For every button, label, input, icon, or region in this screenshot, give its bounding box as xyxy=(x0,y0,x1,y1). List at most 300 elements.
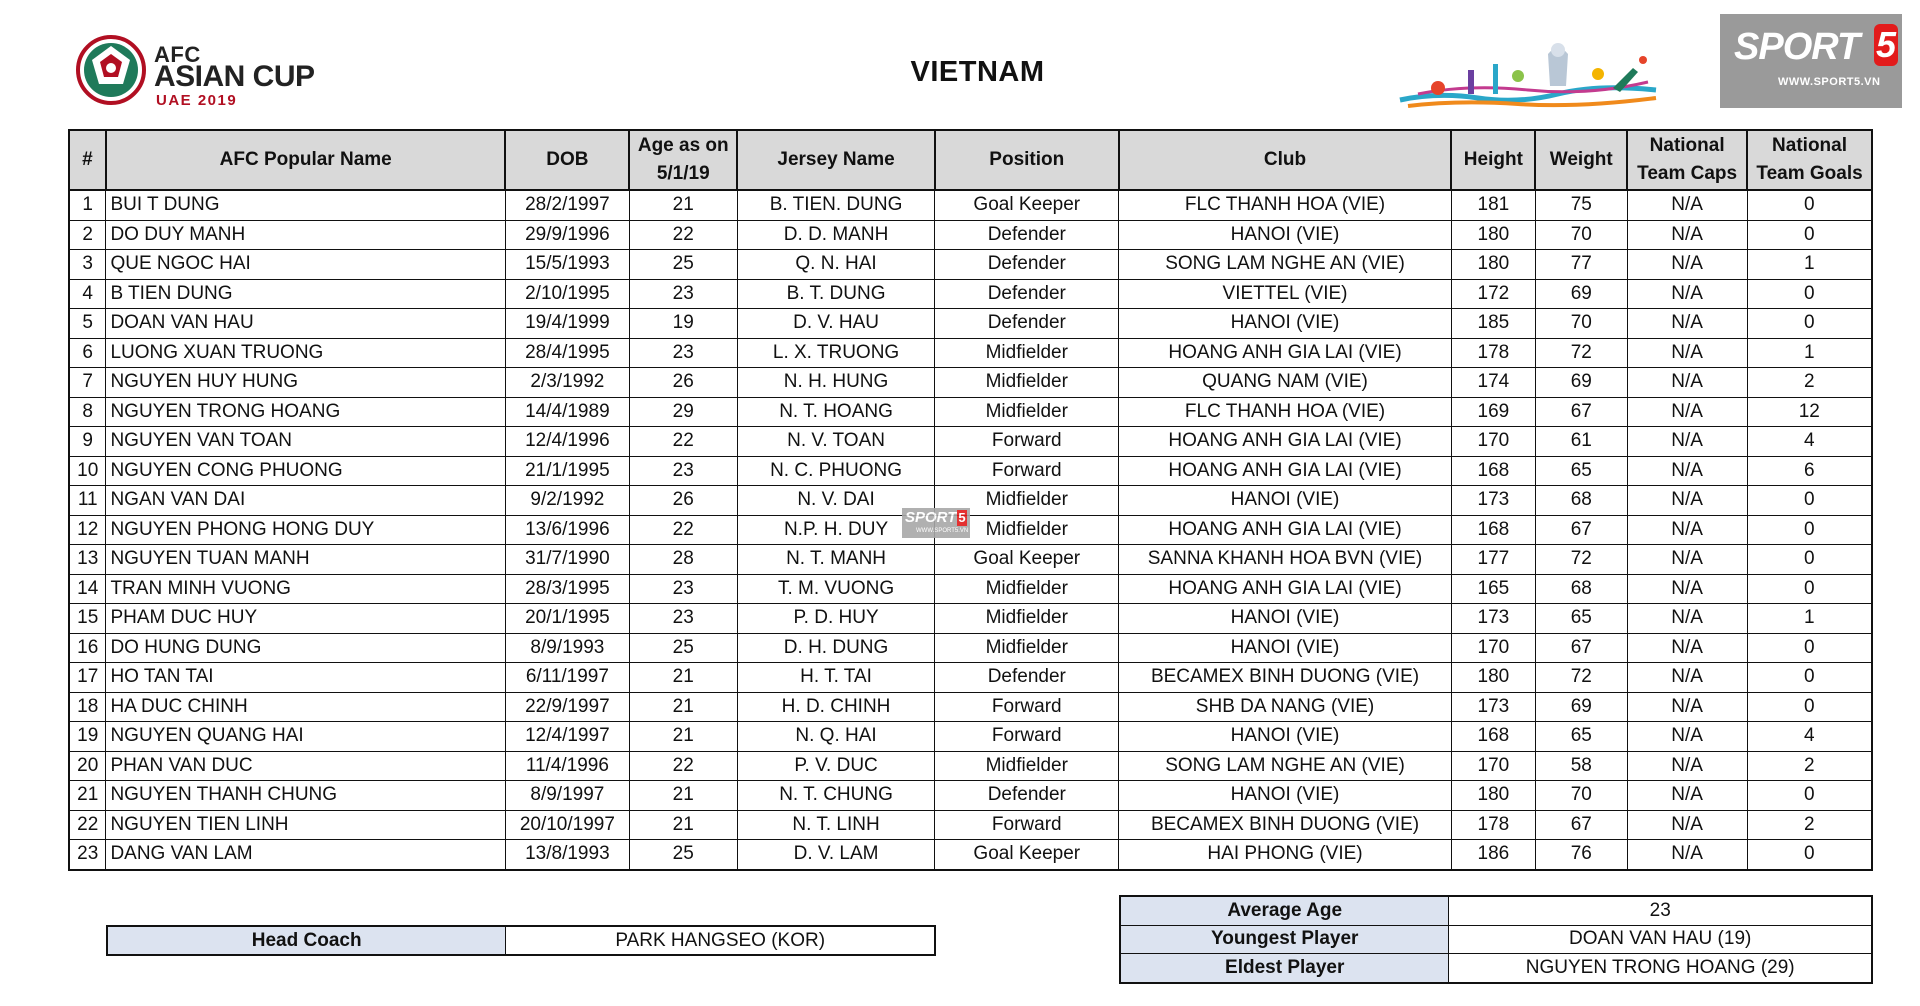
cell-jersey: N.P. H. DUY xyxy=(737,515,935,545)
col-header-caps: National Team Caps xyxy=(1627,130,1747,190)
cell-jersey: D. D. MANH xyxy=(737,220,935,250)
cell-number: 9 xyxy=(69,427,106,457)
cell-age: 22 xyxy=(629,220,737,250)
cell-dob: 28/4/1995 xyxy=(505,338,629,368)
cell-jersey: D. H. DUNG xyxy=(737,633,935,663)
cell-weight: 68 xyxy=(1535,574,1627,604)
cell-jersey: N. C. PHUONG xyxy=(737,456,935,486)
table-row xyxy=(69,338,1872,368)
table-row xyxy=(69,574,1872,604)
decorative-banner-icon xyxy=(1398,36,1658,116)
cell-goals: 0 xyxy=(1747,309,1872,339)
cell-jersey: B. T. DUNG xyxy=(737,279,935,309)
cell-age: 21 xyxy=(629,663,737,693)
head-coach-value: PARK HANGSEO (KOR) xyxy=(506,926,935,955)
cell-goals: 6 xyxy=(1747,456,1872,486)
cell-weight: 67 xyxy=(1535,397,1627,427)
cell-age: 26 xyxy=(629,368,737,398)
cell-number: 1 xyxy=(69,190,106,220)
cell-dob: 29/9/1996 xyxy=(505,220,629,250)
cell-name: LUONG XUAN TRUONG xyxy=(106,338,506,368)
cell-number: 23 xyxy=(69,840,106,870)
table-row xyxy=(69,486,1872,516)
cell-position: Midfielder xyxy=(935,338,1119,368)
cell-position: Midfielder xyxy=(935,633,1119,663)
cell-height: 180 xyxy=(1451,250,1535,280)
cell-caps: N/A xyxy=(1627,515,1747,545)
cell-number: 19 xyxy=(69,722,106,752)
stat-value: NGUYEN TRONG HOANG (29) xyxy=(1449,954,1872,983)
cell-position: Forward xyxy=(935,427,1119,457)
cell-club: SONG LAM NGHE AN (VIE) xyxy=(1119,751,1452,781)
cell-position: Defender xyxy=(935,663,1119,693)
col-header-number: # xyxy=(69,130,106,190)
cell-position: Defender xyxy=(935,781,1119,811)
cell-dob: 31/7/1990 xyxy=(505,545,629,575)
cell-jersey: N. V. DAI xyxy=(737,486,935,516)
cell-dob: 13/6/1996 xyxy=(505,515,629,545)
cell-weight: 68 xyxy=(1535,486,1627,516)
cell-number: 13 xyxy=(69,545,106,575)
cell-jersey: P. V. DUC xyxy=(737,751,935,781)
cell-height: 173 xyxy=(1451,486,1535,516)
cell-caps: N/A xyxy=(1627,722,1747,752)
cell-caps: N/A xyxy=(1627,397,1747,427)
cell-name: NGUYEN THANH CHUNG xyxy=(106,781,506,811)
cell-age: 19 xyxy=(629,309,737,339)
cell-caps: N/A xyxy=(1627,279,1747,309)
stat-value: DOAN VAN HAU (19) xyxy=(1449,925,1872,954)
cell-weight: 70 xyxy=(1535,309,1627,339)
cell-height: 173 xyxy=(1451,604,1535,634)
cell-name: HO TAN TAI xyxy=(106,663,506,693)
cell-dob: 8/9/1993 xyxy=(505,633,629,663)
cell-goals: 0 xyxy=(1747,781,1872,811)
cell-club: SHB DA NANG (VIE) xyxy=(1119,692,1452,722)
cell-goals: 0 xyxy=(1747,486,1872,516)
cell-goals: 1 xyxy=(1747,338,1872,368)
cell-jersey: H. D. CHINH xyxy=(737,692,935,722)
table-row xyxy=(69,810,1872,840)
cell-age: 23 xyxy=(629,279,737,309)
cell-name: NGUYEN PHONG HONG DUY xyxy=(106,515,506,545)
sport5-logo-text: SPORT xyxy=(1734,26,1860,68)
cell-number: 20 xyxy=(69,751,106,781)
cell-club: HANOI (VIE) xyxy=(1119,309,1452,339)
table-row xyxy=(69,220,1872,250)
cell-position: Midfielder xyxy=(935,751,1119,781)
cell-number: 7 xyxy=(69,368,106,398)
table-row xyxy=(69,397,1872,427)
cell-goals: 2 xyxy=(1747,751,1872,781)
cell-number: 17 xyxy=(69,663,106,693)
logo-text-uae-2019: UAE 2019 xyxy=(156,92,238,109)
cell-height: 177 xyxy=(1451,545,1535,575)
cell-goals: 0 xyxy=(1747,545,1872,575)
cell-age: 21 xyxy=(629,810,737,840)
col-header-age: Age as on 5/1/19 xyxy=(629,130,737,190)
cell-caps: N/A xyxy=(1627,427,1747,457)
cell-height: 181 xyxy=(1451,190,1535,220)
cell-name: PHAM DUC HUY xyxy=(106,604,506,634)
cell-club: HOANG ANH GIA LAI (VIE) xyxy=(1119,427,1452,457)
table-row xyxy=(69,692,1872,722)
cell-club: HANOI (VIE) xyxy=(1119,633,1452,663)
cell-jersey: P. D. HUY xyxy=(737,604,935,634)
cell-goals: 1 xyxy=(1747,604,1872,634)
cell-caps: N/A xyxy=(1627,692,1747,722)
cell-position: Midfielder xyxy=(935,515,1119,545)
team-stats-table xyxy=(1119,895,1873,984)
table-row xyxy=(69,840,1872,870)
cell-jersey: N. T. HOANG xyxy=(737,397,935,427)
cell-weight: 77 xyxy=(1535,250,1627,280)
table-row xyxy=(69,427,1872,457)
table-row xyxy=(69,190,1872,220)
table-row xyxy=(69,633,1872,663)
cell-weight: 72 xyxy=(1535,663,1627,693)
sport5-logo-url: WWW.SPORT5.VN xyxy=(1778,76,1881,88)
cell-name: PHAN VAN DUC xyxy=(106,751,506,781)
cell-age: 23 xyxy=(629,574,737,604)
cell-position: Defender xyxy=(935,309,1119,339)
table-row xyxy=(69,604,1872,634)
cell-number: 18 xyxy=(69,692,106,722)
stat-value: 23 xyxy=(1449,896,1872,925)
sport5-logo xyxy=(1720,14,1902,108)
cell-club: HANOI (VIE) xyxy=(1119,781,1452,811)
cell-goals: 0 xyxy=(1747,692,1872,722)
cell-weight: 69 xyxy=(1535,368,1627,398)
cell-club: HAI PHONG (VIE) xyxy=(1119,840,1452,870)
cell-goals: 12 xyxy=(1747,397,1872,427)
cell-caps: N/A xyxy=(1627,574,1747,604)
cell-name: TRAN MINH VUONG xyxy=(106,574,506,604)
cell-weight: 67 xyxy=(1535,810,1627,840)
cell-club: HANOI (VIE) xyxy=(1119,604,1452,634)
cell-age: 21 xyxy=(629,781,737,811)
cell-club: BECAMEX BINH DUONG (VIE) xyxy=(1119,810,1452,840)
cell-position: Midfielder xyxy=(935,574,1119,604)
cell-number: 5 xyxy=(69,309,106,339)
cell-height: 185 xyxy=(1451,309,1535,339)
cell-jersey: N. V. TOAN xyxy=(737,427,935,457)
cell-name: NGUYEN TRONG HOANG xyxy=(106,397,506,427)
cell-weight: 61 xyxy=(1535,427,1627,457)
cell-club: FLC THANH HOA (VIE) xyxy=(1119,190,1452,220)
cell-height: 168 xyxy=(1451,515,1535,545)
table-row xyxy=(69,722,1872,752)
stat-label: Average Age xyxy=(1120,896,1449,925)
cell-jersey: Q. N. HAI xyxy=(737,250,935,280)
cell-weight: 70 xyxy=(1535,220,1627,250)
cell-height: 180 xyxy=(1451,220,1535,250)
cell-caps: N/A xyxy=(1627,781,1747,811)
cell-height: 170 xyxy=(1451,751,1535,781)
cell-club: BECAMEX BINH DUONG (VIE) xyxy=(1119,663,1452,693)
cell-weight: 67 xyxy=(1535,633,1627,663)
cell-dob: 9/2/1992 xyxy=(505,486,629,516)
cell-caps: N/A xyxy=(1627,456,1747,486)
cell-weight: 65 xyxy=(1535,722,1627,752)
cell-height: 174 xyxy=(1451,368,1535,398)
cell-goals: 4 xyxy=(1747,722,1872,752)
cell-dob: 11/4/1996 xyxy=(505,751,629,781)
cell-weight: 76 xyxy=(1535,840,1627,870)
cell-jersey: N. H. HUNG xyxy=(737,368,935,398)
cell-height: 180 xyxy=(1451,663,1535,693)
cell-age: 21 xyxy=(629,722,737,752)
cell-height: 170 xyxy=(1451,633,1535,663)
cell-dob: 14/4/1989 xyxy=(505,397,629,427)
cell-position: Midfielder xyxy=(935,604,1119,634)
sport5-watermark xyxy=(902,508,970,538)
cell-age: 21 xyxy=(629,692,737,722)
cell-name: NGUYEN TIEN LINH xyxy=(106,810,506,840)
sport5-logo-number: 5 xyxy=(1875,24,1897,65)
cell-weight: 69 xyxy=(1535,279,1627,309)
cell-age: 25 xyxy=(629,840,737,870)
cell-name: DO DUY MANH xyxy=(106,220,506,250)
cell-jersey: D. V. HAU xyxy=(737,309,935,339)
cell-height: 172 xyxy=(1451,279,1535,309)
stat-label: Eldest Player xyxy=(1120,954,1449,983)
cell-number: 6 xyxy=(69,338,106,368)
cell-number: 4 xyxy=(69,279,106,309)
roster-header-row xyxy=(69,130,1872,190)
cell-weight: 72 xyxy=(1535,545,1627,575)
cell-caps: N/A xyxy=(1627,368,1747,398)
table-row xyxy=(69,781,1872,811)
stat-row-average-age xyxy=(1120,896,1872,925)
cell-dob: 28/2/1997 xyxy=(505,190,629,220)
col-header-weight: Weight xyxy=(1535,130,1627,190)
stat-label: Youngest Player xyxy=(1120,925,1449,954)
cell-weight: 70 xyxy=(1535,781,1627,811)
cell-dob: 8/9/1997 xyxy=(505,781,629,811)
cell-caps: N/A xyxy=(1627,486,1747,516)
cell-position: Forward xyxy=(935,456,1119,486)
cell-age: 29 xyxy=(629,397,737,427)
cell-dob: 12/4/1996 xyxy=(505,427,629,457)
cell-goals: 0 xyxy=(1747,633,1872,663)
cell-weight: 58 xyxy=(1535,751,1627,781)
cell-jersey: B. TIEN. DUNG xyxy=(737,190,935,220)
col-header-name: AFC Popular Name xyxy=(106,130,506,190)
cell-position: Goal Keeper xyxy=(935,840,1119,870)
head-coach-table xyxy=(106,925,936,956)
cell-name: NGUYEN HUY HUNG xyxy=(106,368,506,398)
table-row xyxy=(69,309,1872,339)
cell-height: 180 xyxy=(1451,781,1535,811)
cell-position: Defender xyxy=(935,250,1119,280)
cell-dob: 19/4/1999 xyxy=(505,309,629,339)
cell-number: 12 xyxy=(69,515,106,545)
cell-age: 23 xyxy=(629,604,737,634)
page-header xyxy=(0,0,1920,125)
page-title: VIETNAM xyxy=(910,56,1045,88)
head-coach-row xyxy=(107,926,935,955)
cell-age: 26 xyxy=(629,486,737,516)
cell-club: HANOI (VIE) xyxy=(1119,220,1452,250)
cell-name: NGUYEN VAN TOAN xyxy=(106,427,506,457)
cell-club: HANOI (VIE) xyxy=(1119,486,1452,516)
cell-weight: 65 xyxy=(1535,604,1627,634)
cell-position: Forward xyxy=(935,692,1119,722)
col-header-height: Height xyxy=(1451,130,1535,190)
table-row xyxy=(69,279,1872,309)
cell-position: Defender xyxy=(935,220,1119,250)
cell-caps: N/A xyxy=(1627,250,1747,280)
cell-position: Goal Keeper xyxy=(935,190,1119,220)
stat-row-youngest xyxy=(1120,925,1872,954)
logo-text-asian-cup: ASIAN CUP xyxy=(154,60,315,93)
table-row xyxy=(69,545,1872,575)
cell-name: DO HUNG DUNG xyxy=(106,633,506,663)
cell-dob: 20/10/1997 xyxy=(505,810,629,840)
cell-position: Midfielder xyxy=(935,397,1119,427)
head-coach-label: Head Coach xyxy=(107,926,506,955)
cell-number: 14 xyxy=(69,574,106,604)
cell-club: HOANG ANH GIA LAI (VIE) xyxy=(1119,338,1452,368)
cell-weight: 75 xyxy=(1535,190,1627,220)
cell-age: 25 xyxy=(629,250,737,280)
cell-number: 16 xyxy=(69,633,106,663)
cell-club: SANNA KHANH HOA BVN (VIE) xyxy=(1119,545,1452,575)
watermark-text: SPORT xyxy=(905,509,957,526)
cell-jersey: N. Q. HAI xyxy=(737,722,935,752)
cell-age: 23 xyxy=(629,338,737,368)
cell-club: VIETTEL (VIE) xyxy=(1119,279,1452,309)
cell-dob: 6/11/1997 xyxy=(505,663,629,693)
roster-body xyxy=(69,190,1872,870)
watermark-number: 5 xyxy=(958,510,966,525)
cell-height: 168 xyxy=(1451,456,1535,486)
cell-caps: N/A xyxy=(1627,220,1747,250)
cell-name: NGAN VAN DAI xyxy=(106,486,506,516)
cell-height: 186 xyxy=(1451,840,1535,870)
cell-caps: N/A xyxy=(1627,810,1747,840)
cell-caps: N/A xyxy=(1627,545,1747,575)
cell-caps: N/A xyxy=(1627,309,1747,339)
cell-dob: 13/8/1993 xyxy=(505,840,629,870)
col-header-position: Position xyxy=(935,130,1119,190)
cell-age: 21 xyxy=(629,190,737,220)
cell-jersey: T. M. VUONG xyxy=(737,574,935,604)
table-row xyxy=(69,250,1872,280)
cell-position: Forward xyxy=(935,810,1119,840)
cell-height: 169 xyxy=(1451,397,1535,427)
cell-club: HOANG ANH GIA LAI (VIE) xyxy=(1119,574,1452,604)
cell-height: 178 xyxy=(1451,810,1535,840)
cell-goals: 0 xyxy=(1747,190,1872,220)
cell-height: 165 xyxy=(1451,574,1535,604)
logo-text-afc: AFC xyxy=(154,42,201,67)
cell-age: 22 xyxy=(629,515,737,545)
cell-jersey: D. V. LAM xyxy=(737,840,935,870)
cell-name: NGUYEN CONG PHUONG xyxy=(106,456,506,486)
cell-name: BUI T DUNG xyxy=(106,190,506,220)
cell-number: 3 xyxy=(69,250,106,280)
cell-dob: 28/3/1995 xyxy=(505,574,629,604)
cell-club: HOANG ANH GIA LAI (VIE) xyxy=(1119,515,1452,545)
cell-age: 28 xyxy=(629,545,737,575)
cell-caps: N/A xyxy=(1627,338,1747,368)
cell-position: Midfielder xyxy=(935,486,1119,516)
cell-dob: 20/1/1995 xyxy=(505,604,629,634)
cell-age: 22 xyxy=(629,427,737,457)
cell-weight: 65 xyxy=(1535,456,1627,486)
cell-name: B TIEN DUNG xyxy=(106,279,506,309)
cell-club: FLC THANH HOA (VIE) xyxy=(1119,397,1452,427)
cell-jersey: N. T. LINH xyxy=(737,810,935,840)
roster-table xyxy=(68,129,1873,871)
cell-name: QUE NGOC HAI xyxy=(106,250,506,280)
cell-name: DANG VAN LAM xyxy=(106,840,506,870)
cell-goals: 0 xyxy=(1747,840,1872,870)
watermark-url: WWW.SPORT5.VN xyxy=(916,528,969,534)
cell-goals: 2 xyxy=(1747,368,1872,398)
cell-jersey: N. T. MANH xyxy=(737,545,935,575)
cell-age: 25 xyxy=(629,633,737,663)
cell-weight: 67 xyxy=(1535,515,1627,545)
cell-number: 21 xyxy=(69,781,106,811)
cell-club: QUANG NAM (VIE) xyxy=(1119,368,1452,398)
cell-goals: 2 xyxy=(1747,810,1872,840)
cell-position: Goal Keeper xyxy=(935,545,1119,575)
cell-goals: 1 xyxy=(1747,250,1872,280)
col-header-goals: National Team Goals xyxy=(1747,130,1872,190)
cell-weight: 69 xyxy=(1535,692,1627,722)
cell-height: 168 xyxy=(1451,722,1535,752)
cell-jersey: N. T. CHUNG xyxy=(737,781,935,811)
table-row xyxy=(69,751,1872,781)
cell-dob: 2/10/1995 xyxy=(505,279,629,309)
cell-weight: 72 xyxy=(1535,338,1627,368)
col-header-dob: DOB xyxy=(505,130,629,190)
cell-goals: 0 xyxy=(1747,279,1872,309)
cell-number: 11 xyxy=(69,486,106,516)
cell-caps: N/A xyxy=(1627,751,1747,781)
stat-row-eldest xyxy=(1120,954,1872,983)
cell-position: Forward xyxy=(935,722,1119,752)
cell-name: HA DUC CHINH xyxy=(106,692,506,722)
cell-club: SONG LAM NGHE AN (VIE) xyxy=(1119,250,1452,280)
cell-goals: 0 xyxy=(1747,515,1872,545)
col-header-jersey: Jersey Name xyxy=(737,130,935,190)
cell-dob: 12/4/1997 xyxy=(505,722,629,752)
cell-age: 23 xyxy=(629,456,737,486)
cell-number: 8 xyxy=(69,397,106,427)
cell-caps: N/A xyxy=(1627,190,1747,220)
cell-number: 10 xyxy=(69,456,106,486)
cell-club: HANOI (VIE) xyxy=(1119,722,1452,752)
cell-dob: 21/1/1995 xyxy=(505,456,629,486)
cell-height: 170 xyxy=(1451,427,1535,457)
cell-height: 173 xyxy=(1451,692,1535,722)
table-row xyxy=(69,368,1872,398)
cell-position: Midfielder xyxy=(935,368,1119,398)
cell-name: NGUYEN QUANG HAI xyxy=(106,722,506,752)
col-header-club: Club xyxy=(1119,130,1452,190)
cell-goals: 0 xyxy=(1747,220,1872,250)
cell-name: NGUYEN TUAN MANH xyxy=(106,545,506,575)
cell-caps: N/A xyxy=(1627,840,1747,870)
cell-number: 22 xyxy=(69,810,106,840)
cell-dob: 22/9/1997 xyxy=(505,692,629,722)
cell-age: 22 xyxy=(629,751,737,781)
cell-caps: N/A xyxy=(1627,604,1747,634)
